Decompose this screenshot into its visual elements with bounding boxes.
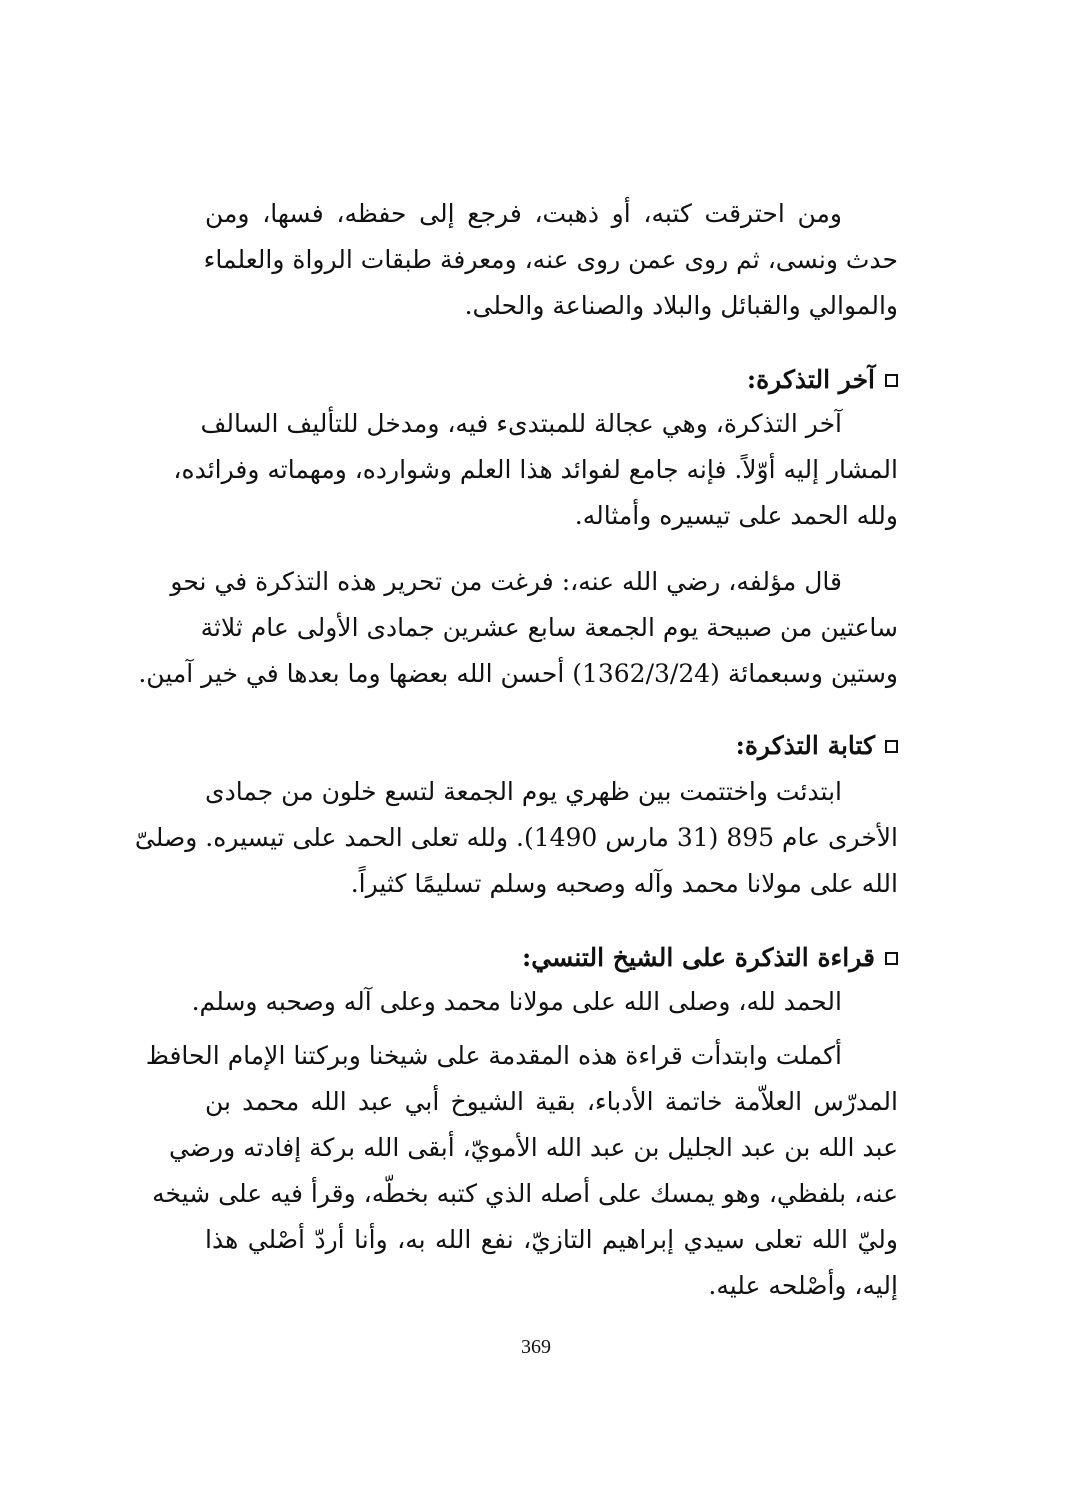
text-line: أكملت وابتدأت قراءة هذه المقدمة على شيخنا وبركتنا الإمام الحافظ: [145, 1041, 842, 1070]
text-line: وليّ الله تعلى سيدي إبراهيم التازيّ، نفع الله به، وأنا أردّ أصْلي هذا: [205, 1225, 898, 1254]
section-heading: [205, 936, 898, 980]
text-line: ولله الحمد على تيسيره وأمثاله.: [574, 501, 898, 530]
text-line: ساعتين من صبيحة يوم الجمعة سابع عشرين جمادى الأولى عام ثلاثة: [200, 613, 898, 642]
section-heading-text: آخر التذكرة:: [746, 365, 875, 394]
text-line: المشار إليه أوّلاً. فإنه جامع لفوائد هذا العلم وشوارده، ومهماته وفرائده،: [173, 455, 898, 484]
text-line: إليه، وأصْلحه عليه.: [708, 1271, 898, 1300]
square-bullet-icon: [885, 952, 898, 965]
text-line: عنه، بلفظي، وهو يمسك على أصله الذي كتبه بخطّه، وقرأ فيه على شيخه: [152, 1179, 898, 1208]
text-line: آخر التذكرة، وهي عجالة للمبتدىء فيه، ومدخل للتأليف السالف: [200, 409, 842, 438]
text-line: الله على مولانا محمد وآله وصحبه وسلم تسليمًا كثيراً.: [350, 869, 898, 898]
text-line: الأخرى عام 895 (31 مارس 1490). ولله تعلى الحمد على تيسيره. وصلىّ: [134, 823, 898, 852]
text-line: ومن احترقت كتبه، أو ذهبت، فرجع إلى حفظه، فسها، ومن: [205, 199, 842, 228]
text-line: عبد الله بن عبد الجليل بن عبد الله الأمويّ، أبقى الله بركة إفادته ورضي: [168, 1133, 898, 1162]
section-heading-text: كتابة التذكرة:: [735, 731, 875, 760]
page-number: 369: [521, 1336, 551, 1358]
text-line: حدث ونسى، ثم روى عمن روى عنه، ومعرفة طبقات الرواة والعلماء: [203, 245, 898, 274]
text-line: ابتدئت واختتمت بين ظهري يوم الجمعة لتسع خلون من جمادى: [205, 777, 842, 806]
section-heading: [205, 358, 898, 402]
section-heading: [205, 724, 898, 768]
text-line: قال مؤلفه، رضي الله عنه،: فرغت من تحرير هذه التذكرة في نحو: [170, 567, 842, 596]
text-line: الحمد لله، وصلى الله على مولانا محمد وعلى آله وصحبه وسلم.: [191, 987, 842, 1016]
text-line: وستين وسبعمائة (1362/3/24) أحسن الله بعضها وما بعدها في خير آمين.: [138, 659, 898, 688]
square-bullet-icon: [885, 374, 898, 387]
square-bullet-icon: [885, 740, 898, 753]
text-line: المدرّس العلاّمة خاتمة الأدباء، بقية الشيوخ أبي عبد الله محمد بن: [205, 1087, 898, 1116]
section-heading-text: قراءة التذكرة على الشيخ التنسي:: [522, 943, 875, 972]
text-line: والموالي والقبائل والبلاد والصناعة والحلى.: [464, 291, 898, 320]
